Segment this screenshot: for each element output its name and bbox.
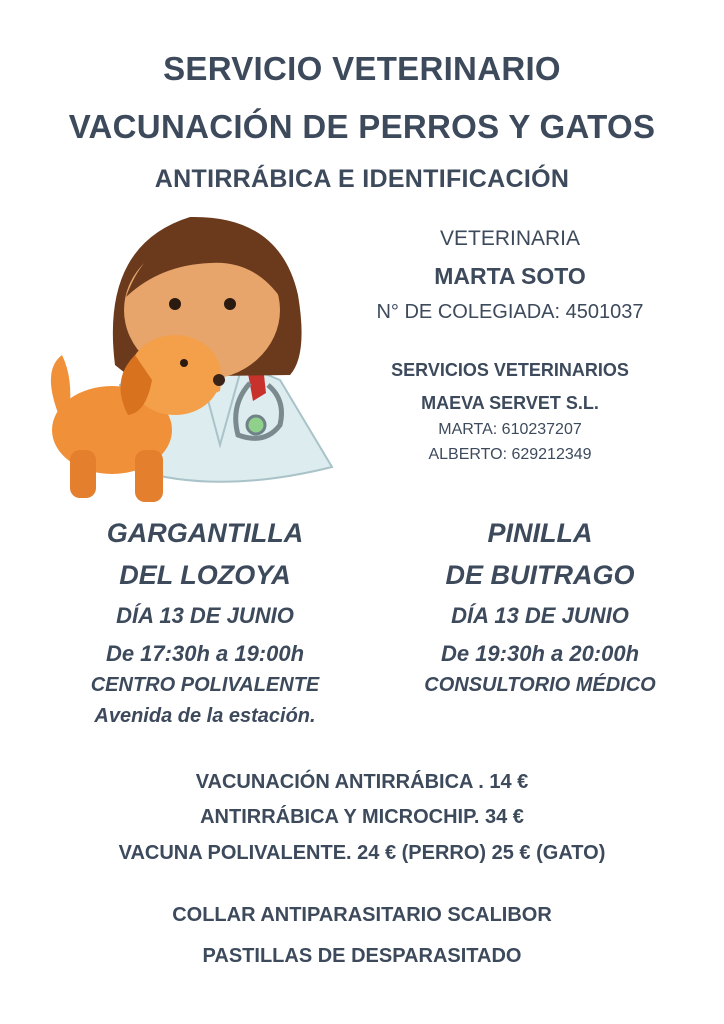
price-line: VACUNACIÓN ANTIRRÁBICA . 14 € (195, 771, 529, 793)
vet-eye-right (224, 298, 236, 310)
location-time: De 19:30h a 20:00h (440, 641, 640, 666)
dog-nose (213, 374, 225, 386)
company-phone-marta: MARTA: 610237207 (438, 421, 582, 438)
location-time: De 17:30h a 19:00h (105, 641, 305, 666)
company-phone-alberto: ALBERTO: 629212349 (428, 446, 592, 463)
extra-product: COLLAR ANTIPARASITARIO SCALIBOR (172, 904, 552, 926)
company-name-line1: SERVICIOS VETERINARIOS (391, 360, 629, 380)
dog-tail (51, 355, 70, 413)
location-date: DÍA 13 DE JUNIO (451, 603, 629, 628)
price-line: ANTIRRÁBICA Y MICROCHIP. 34 € (200, 806, 524, 828)
header-subtitle: ANTIRRÁBICA E IDENTIFICACIÓN (154, 165, 570, 193)
vet-role: VETERINARIA (439, 227, 581, 250)
header-title-line2: VACUNACIÓN DE PERROS Y GATOS (68, 108, 656, 145)
location-place-line1: GARGANTILLA (106, 518, 304, 548)
location-place-line2: DEL LOZOYA (119, 560, 291, 590)
dog-eye (180, 359, 188, 367)
vet-name: MARTA SOTO (434, 263, 586, 289)
price-line: VACUNA POLIVALENTE. 24 € (PERRO) 25 € (GATO) (118, 842, 606, 864)
vet-eye-left (169, 298, 181, 310)
location-venue: CONSULTORIO MÉDICO (424, 674, 656, 696)
company-name-line2: MAEVA SERVET S.L. (421, 393, 599, 413)
dog-leg-back (70, 450, 96, 498)
location-date: DÍA 13 DE JUNIO (116, 603, 294, 628)
stethoscope-chest (247, 416, 265, 434)
vet-registration: N° DE COLEGIADA: 4501037 (376, 301, 644, 323)
vet-with-dog-illustration (40, 205, 340, 510)
location-venue: CENTRO POLIVALENTE (90, 674, 320, 696)
location-place-line1: PINILLA (487, 518, 593, 548)
extra-product: PASTILLAS DE DESPARASITADO (202, 945, 522, 967)
dog-leg-front (135, 450, 163, 502)
header-title-line1: SERVICIO VETERINARIO (163, 50, 561, 87)
location-address: Avenida de la estación. (94, 705, 316, 727)
location-place-line2: DE BUITRAGO (445, 560, 635, 590)
